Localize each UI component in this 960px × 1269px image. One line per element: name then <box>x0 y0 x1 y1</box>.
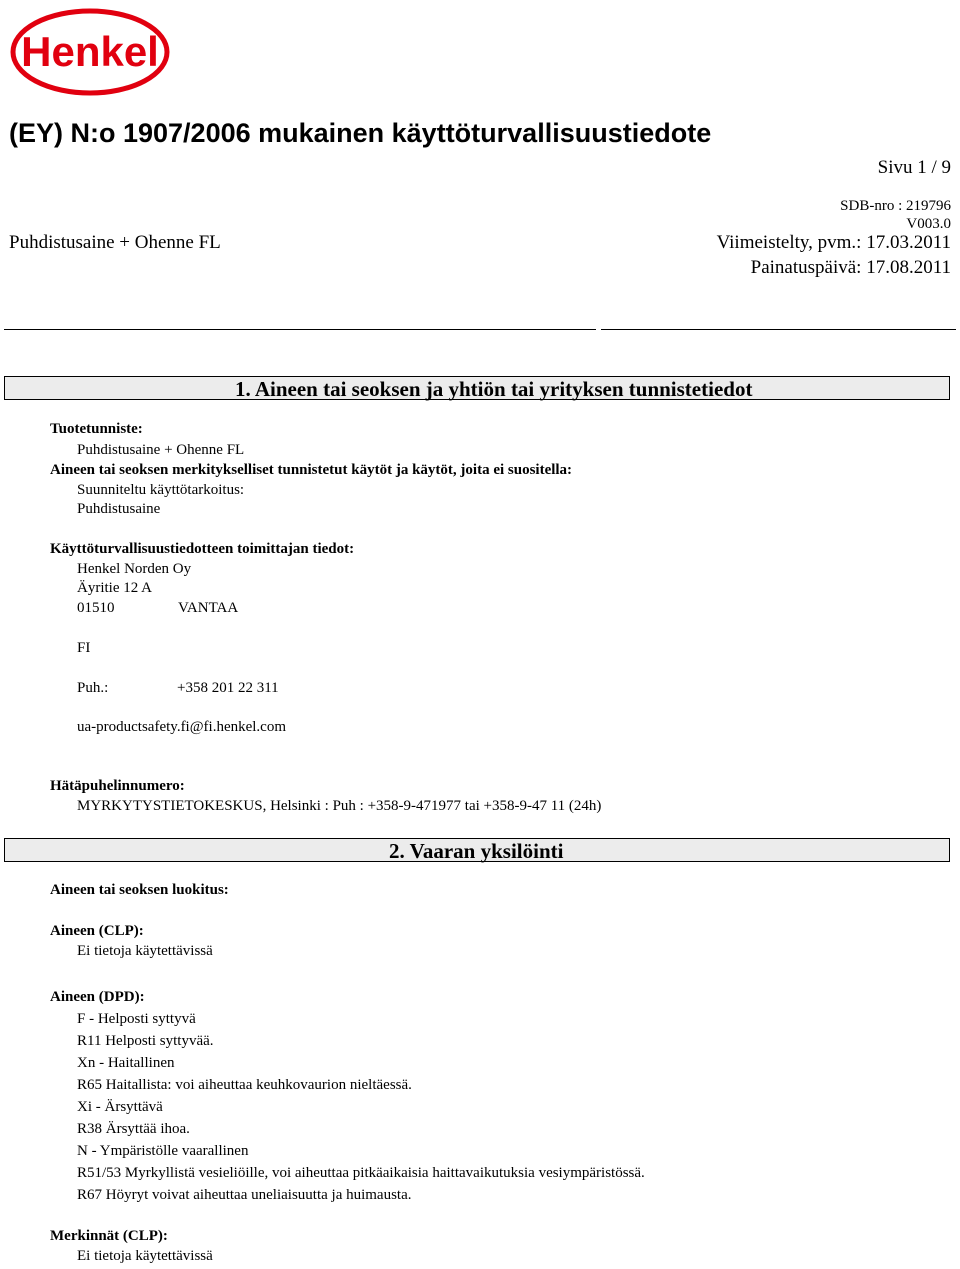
clp-value: Ei tietoja käytettävissä <box>77 943 213 959</box>
phone-label: Puh.: <box>77 680 109 696</box>
henkel-logo <box>10 8 170 96</box>
supplier-city: VANTAA <box>178 600 239 616</box>
classification-label: Aineen tai seoksen luokitus: <box>50 882 229 898</box>
supplier-country: FI <box>77 640 91 656</box>
dpd-item: Xi - Ärsyttävä <box>77 1099 163 1115</box>
uses-label: Aineen tai seoksen merkitykselliset tunnistetut käytöt ja käytöt, joita ei suositella: <box>50 462 573 478</box>
supplier-postcode: 01510 <box>77 600 115 616</box>
dpd-item: N - Ympäristölle vaarallinen <box>77 1143 249 1159</box>
logo-text: Henkel <box>21 28 159 75</box>
document-title: (EY) N:o 1907/2006 mukainen käyttöturvallisuustiedote <box>9 118 712 148</box>
sdb-number: SDB-nro : 219796 <box>840 198 951 214</box>
section-1-header <box>4 376 950 400</box>
labelling-label: Merkinnät (CLP): <box>50 1228 168 1244</box>
dpd-item: R65 Haitallista: voi aiheuttaa keuhkovaurion nieltäessä. <box>77 1077 412 1093</box>
dpd-item: F - Helposti syttyvä <box>77 1011 196 1027</box>
dpd-label: Aineen (DPD): <box>50 989 145 1005</box>
header-divider-left <box>4 329 596 330</box>
emergency-phone-value: MYRKYTYSTIETOKESKUS, Helsinki : Puh : +358-9-471977 tai +358-9-47 11 (24h) <box>77 798 602 814</box>
phone-value: +358 201 22 311 <box>177 680 279 696</box>
dpd-item: Xn - Haitallinen <box>77 1055 175 1071</box>
labelling-value: Ei tietoja käytettävissä <box>77 1248 213 1264</box>
section-2-title: 2. Vaaran yksilöinti <box>389 839 564 863</box>
supplier-email: ua-productsafety.fi@fi.henkel.com <box>77 719 287 735</box>
dpd-item: R11 Helposti syttyvää. <box>77 1033 214 1049</box>
intended-use-label: Suunniteltu käyttötarkoitus: <box>77 482 245 498</box>
dpd-item: R38 Ärsyttää ihoa. <box>77 1121 190 1137</box>
emergency-phone-label: Hätäpuhelinnumero: <box>50 778 185 794</box>
finalized-date: Viimeistelty, pvm.: 17.03.2011 <box>716 232 951 253</box>
header-divider-right <box>601 329 956 330</box>
section-2-header <box>4 838 950 862</box>
intended-use-value: Puhdistusaine <box>77 501 161 517</box>
supplier-label: Käyttöturvallisuustiedotteen toimittajan tiedot: <box>50 541 355 557</box>
page-number: Sivu 1 / 9 <box>877 157 951 178</box>
dpd-item: R51/53 Myrkyllistä vesieliöille, voi aiheuttaa pitkäaikaisia haittavaikutuksia vesiympäristössä. <box>77 1165 645 1181</box>
version-number: V003.0 <box>906 216 951 232</box>
printed-date: Painatuspäivä: 17.08.2011 <box>750 257 951 278</box>
product-identifier-label: Tuotetunniste: <box>50 421 143 437</box>
dpd-item: R67 Höyryt voivat aiheuttaa uneliaisuutta ja huimausta. <box>77 1187 412 1203</box>
clp-label: Aineen (CLP): <box>50 923 144 939</box>
supplier-name: Henkel Norden Oy <box>77 561 192 577</box>
product-name: Puhdistusaine + Ohenne FL <box>9 232 221 253</box>
product-identifier-value: Puhdistusaine + Ohenne FL <box>77 442 245 458</box>
section-1-title: 1. Aineen tai seoksen ja yhtiön tai yrityksen tunnistetiedot <box>235 377 753 401</box>
supplier-street: Äyritie 12 A <box>77 580 152 596</box>
